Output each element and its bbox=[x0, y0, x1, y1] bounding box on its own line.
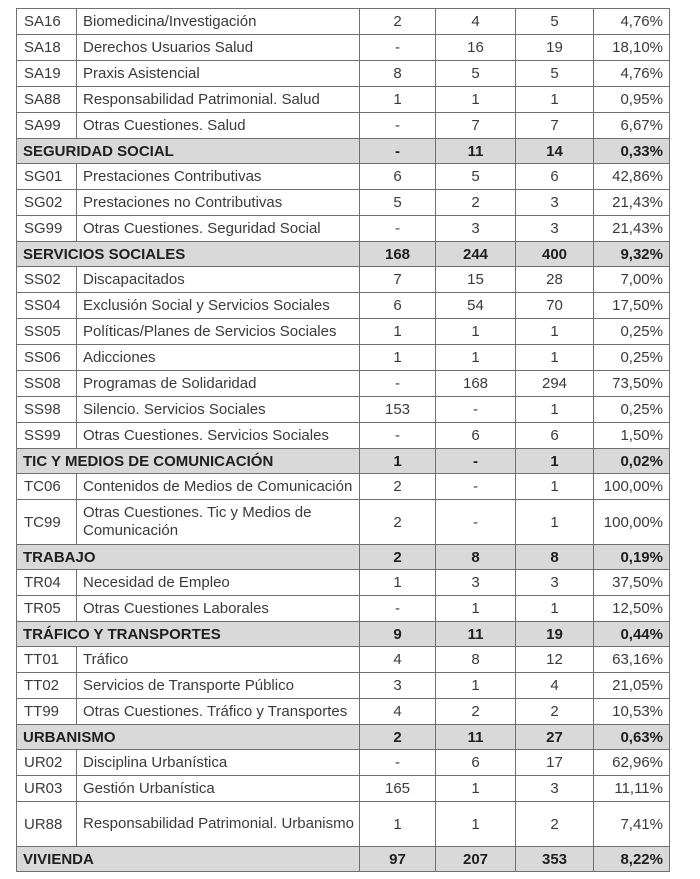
percentage-value: 0,63% bbox=[594, 725, 670, 750]
count-column-1: 2 bbox=[360, 545, 436, 570]
count-column-1: 2 bbox=[360, 9, 436, 35]
count-column-3: 8 bbox=[516, 545, 594, 570]
count-column-2: 168 bbox=[436, 371, 516, 397]
subcategory-code: SS05 bbox=[17, 319, 77, 345]
count-column-3: 6 bbox=[516, 164, 594, 190]
subcategory-code: SG01 bbox=[17, 164, 77, 190]
subcategory-code: TR05 bbox=[17, 596, 77, 622]
count-column-2: 244 bbox=[436, 242, 516, 267]
subcategory-description: Políticas/Planes de Servicios Sociales bbox=[77, 319, 360, 345]
count-column-1: 4 bbox=[360, 647, 436, 673]
subcategory-code: SS02 bbox=[17, 267, 77, 293]
count-column-3: 3 bbox=[516, 216, 594, 242]
count-column-2: - bbox=[436, 397, 516, 423]
subcategory-code: SA19 bbox=[17, 61, 77, 87]
count-column-1: 3 bbox=[360, 673, 436, 699]
count-column-3: 1 bbox=[516, 500, 594, 545]
category-row bbox=[17, 545, 670, 570]
subcategory-description: Otras Cuestiones. Salud bbox=[77, 113, 360, 139]
percentage-value: 21,43% bbox=[594, 216, 670, 242]
count-column-2: 16 bbox=[436, 35, 516, 61]
count-column-2: 1 bbox=[436, 673, 516, 699]
subcategory-row bbox=[17, 267, 670, 293]
count-column-1: 9 bbox=[360, 622, 436, 647]
count-column-3: 4 bbox=[516, 673, 594, 699]
subcategory-code: TC99 bbox=[17, 500, 77, 545]
count-column-1: 153 bbox=[360, 397, 436, 423]
count-column-2: 8 bbox=[436, 647, 516, 673]
percentage-value: 11,11% bbox=[594, 776, 670, 802]
percentage-value: 18,10% bbox=[594, 35, 670, 61]
count-column-2: - bbox=[436, 449, 516, 474]
count-column-3: 1 bbox=[516, 449, 594, 474]
count-column-2: - bbox=[436, 474, 516, 500]
subcategory-code: SS99 bbox=[17, 423, 77, 449]
count-column-3: 3 bbox=[516, 776, 594, 802]
complaints-statistics-table bbox=[16, 8, 670, 872]
count-column-1: 7 bbox=[360, 267, 436, 293]
table-body bbox=[17, 9, 670, 872]
count-column-1: 2 bbox=[360, 474, 436, 500]
subcategory-description: Programas de Solidaridad bbox=[77, 371, 360, 397]
subcategory-code: SS06 bbox=[17, 345, 77, 371]
subcategory-row bbox=[17, 61, 670, 87]
percentage-value: 100,00% bbox=[594, 500, 670, 545]
count-column-2: 1 bbox=[436, 776, 516, 802]
count-column-1: 6 bbox=[360, 164, 436, 190]
subcategory-code: TT02 bbox=[17, 673, 77, 699]
count-column-1: 1 bbox=[360, 345, 436, 371]
percentage-value: 7,00% bbox=[594, 267, 670, 293]
subcategory-code: SA88 bbox=[17, 87, 77, 113]
subcategory-description: Otras Cuestiones. Servicios Sociales bbox=[77, 423, 360, 449]
percentage-value: 100,00% bbox=[594, 474, 670, 500]
count-column-1: - bbox=[360, 113, 436, 139]
subcategory-code: SS04 bbox=[17, 293, 77, 319]
count-column-1: 1 bbox=[360, 87, 436, 113]
category-row bbox=[17, 622, 670, 647]
percentage-value: 0,25% bbox=[594, 319, 670, 345]
percentage-value: 8,22% bbox=[594, 847, 670, 872]
subcategory-row bbox=[17, 371, 670, 397]
subcategory-row bbox=[17, 87, 670, 113]
count-column-3: 70 bbox=[516, 293, 594, 319]
percentage-value: 4,76% bbox=[594, 61, 670, 87]
percentage-value: 0,19% bbox=[594, 545, 670, 570]
count-column-1: 168 bbox=[360, 242, 436, 267]
count-column-1: 4 bbox=[360, 699, 436, 725]
count-column-3: 5 bbox=[516, 61, 594, 87]
subcategory-code: SS98 bbox=[17, 397, 77, 423]
count-column-2: 6 bbox=[436, 750, 516, 776]
subcategory-code: UR03 bbox=[17, 776, 77, 802]
subcategory-row bbox=[17, 750, 670, 776]
subcategory-row bbox=[17, 345, 670, 371]
percentage-value: 10,53% bbox=[594, 699, 670, 725]
percentage-value: 0,33% bbox=[594, 139, 670, 164]
subcategory-description: Praxis Asistencial bbox=[77, 61, 360, 87]
count-column-3: 12 bbox=[516, 647, 594, 673]
percentage-value: 4,76% bbox=[594, 9, 670, 35]
subcategory-description: Responsabilidad Patrimonial. Salud bbox=[77, 87, 360, 113]
subcategory-row bbox=[17, 9, 670, 35]
subcategory-row bbox=[17, 35, 670, 61]
percentage-value: 21,43% bbox=[594, 190, 670, 216]
count-column-1: 6 bbox=[360, 293, 436, 319]
percentage-value: 0,25% bbox=[594, 345, 670, 371]
percentage-value: 62,96% bbox=[594, 750, 670, 776]
category-row bbox=[17, 242, 670, 267]
count-column-3: 1 bbox=[516, 87, 594, 113]
percentage-value: 9,32% bbox=[594, 242, 670, 267]
subcategory-description: Otras Cuestiones. Tic y Medios de Comunicación bbox=[77, 500, 360, 545]
count-column-1: 5 bbox=[360, 190, 436, 216]
subcategory-code: TC06 bbox=[17, 474, 77, 500]
percentage-value: 0,95% bbox=[594, 87, 670, 113]
percentage-value: 73,50% bbox=[594, 371, 670, 397]
count-column-1: 2 bbox=[360, 725, 436, 750]
subcategory-code: UR88 bbox=[17, 802, 77, 847]
subcategory-row bbox=[17, 216, 670, 242]
subcategory-row bbox=[17, 164, 670, 190]
count-column-3: 7 bbox=[516, 113, 594, 139]
subcategory-description: Adicciones bbox=[77, 345, 360, 371]
subcategory-row bbox=[17, 647, 670, 673]
count-column-1: - bbox=[360, 139, 436, 164]
count-column-2: 4 bbox=[436, 9, 516, 35]
subcategory-code: SG02 bbox=[17, 190, 77, 216]
count-column-1: 1 bbox=[360, 570, 436, 596]
count-column-2: 5 bbox=[436, 164, 516, 190]
category-name: TIC Y MEDIOS DE COMUNICACIÓN bbox=[17, 449, 360, 474]
percentage-value: 0,25% bbox=[594, 397, 670, 423]
count-column-2: 7 bbox=[436, 113, 516, 139]
subcategory-row bbox=[17, 699, 670, 725]
percentage-value: 12,50% bbox=[594, 596, 670, 622]
count-column-2: 15 bbox=[436, 267, 516, 293]
count-column-1: - bbox=[360, 371, 436, 397]
count-column-2: 5 bbox=[436, 61, 516, 87]
percentage-value: 17,50% bbox=[594, 293, 670, 319]
subcategory-description: Silencio. Servicios Sociales bbox=[77, 397, 360, 423]
count-column-3: 3 bbox=[516, 190, 594, 216]
subcategory-description: Otras Cuestiones. Seguridad Social bbox=[77, 216, 360, 242]
subcategory-description: Tráfico bbox=[77, 647, 360, 673]
count-column-2: 11 bbox=[436, 725, 516, 750]
subcategory-description: Disciplina Urbanística bbox=[77, 750, 360, 776]
count-column-3: 1 bbox=[516, 474, 594, 500]
subcategory-code: TT99 bbox=[17, 699, 77, 725]
percentage-value: 7,41% bbox=[594, 802, 670, 847]
count-column-3: 5 bbox=[516, 9, 594, 35]
count-column-2: 8 bbox=[436, 545, 516, 570]
subcategory-row bbox=[17, 673, 670, 699]
percentage-value: 6,67% bbox=[594, 113, 670, 139]
subcategory-code: SA18 bbox=[17, 35, 77, 61]
category-row bbox=[17, 449, 670, 474]
count-column-2: 1 bbox=[436, 596, 516, 622]
subcategory-row bbox=[17, 802, 670, 847]
subcategory-description: Otras Cuestiones Laborales bbox=[77, 596, 360, 622]
subcategory-row bbox=[17, 596, 670, 622]
subcategory-description: Gestión Urbanística bbox=[77, 776, 360, 802]
count-column-2: 11 bbox=[436, 139, 516, 164]
subcategory-code: SS08 bbox=[17, 371, 77, 397]
count-column-3: 2 bbox=[516, 699, 594, 725]
percentage-value: 21,05% bbox=[594, 673, 670, 699]
subcategory-row bbox=[17, 474, 670, 500]
count-column-3: 400 bbox=[516, 242, 594, 267]
count-column-3: 2 bbox=[516, 802, 594, 847]
percentage-value: 63,16% bbox=[594, 647, 670, 673]
count-column-3: 28 bbox=[516, 267, 594, 293]
subcategory-code: SA99 bbox=[17, 113, 77, 139]
count-column-1: 2 bbox=[360, 500, 436, 545]
subcategory-description: Biomedicina/Investigación bbox=[77, 9, 360, 35]
count-column-3: 27 bbox=[516, 725, 594, 750]
count-column-2: 11 bbox=[436, 622, 516, 647]
count-column-2: 54 bbox=[436, 293, 516, 319]
count-column-3: 353 bbox=[516, 847, 594, 872]
count-column-3: 19 bbox=[516, 35, 594, 61]
subcategory-row bbox=[17, 190, 670, 216]
category-name: TRÁFICO Y TRANSPORTES bbox=[17, 622, 360, 647]
count-column-3: 294 bbox=[516, 371, 594, 397]
count-column-2: 207 bbox=[436, 847, 516, 872]
statistics-table-container bbox=[16, 8, 670, 872]
count-column-3: 6 bbox=[516, 423, 594, 449]
subcategory-code: UR02 bbox=[17, 750, 77, 776]
subcategory-description: Necesidad de Empleo bbox=[77, 570, 360, 596]
subcategory-description: Prestaciones Contributivas bbox=[77, 164, 360, 190]
subcategory-description: Exclusión Social y Servicios Sociales bbox=[77, 293, 360, 319]
category-row bbox=[17, 847, 670, 872]
subcategory-code: TR04 bbox=[17, 570, 77, 596]
percentage-value: 1,50% bbox=[594, 423, 670, 449]
subcategory-description: Contenidos de Medios de Comunicación bbox=[77, 474, 360, 500]
category-row bbox=[17, 725, 670, 750]
percentage-value: 0,44% bbox=[594, 622, 670, 647]
count-column-2: 1 bbox=[436, 87, 516, 113]
count-column-2: 1 bbox=[436, 802, 516, 847]
count-column-1: 97 bbox=[360, 847, 436, 872]
percentage-value: 0,02% bbox=[594, 449, 670, 474]
count-column-3: 17 bbox=[516, 750, 594, 776]
subcategory-description: Prestaciones no Contributivas bbox=[77, 190, 360, 216]
subcategory-description: Derechos Usuarios Salud bbox=[77, 35, 360, 61]
category-name: TRABAJO bbox=[17, 545, 360, 570]
count-column-1: 165 bbox=[360, 776, 436, 802]
category-row bbox=[17, 139, 670, 164]
count-column-3: 19 bbox=[516, 622, 594, 647]
subcategory-row bbox=[17, 570, 670, 596]
count-column-2: 2 bbox=[436, 190, 516, 216]
count-column-1: - bbox=[360, 596, 436, 622]
count-column-1: - bbox=[360, 35, 436, 61]
count-column-3: 3 bbox=[516, 570, 594, 596]
percentage-value: 42,86% bbox=[594, 164, 670, 190]
subcategory-row bbox=[17, 113, 670, 139]
count-column-1: - bbox=[360, 750, 436, 776]
count-column-2: 1 bbox=[436, 345, 516, 371]
count-column-1: 1 bbox=[360, 319, 436, 345]
count-column-2: - bbox=[436, 500, 516, 545]
subcategory-row bbox=[17, 319, 670, 345]
count-column-3: 1 bbox=[516, 345, 594, 371]
count-column-3: 1 bbox=[516, 397, 594, 423]
subcategory-row bbox=[17, 293, 670, 319]
subcategory-description: Responsabilidad Patrimonial. Urbanismo bbox=[77, 802, 360, 847]
subcategory-code: TT01 bbox=[17, 647, 77, 673]
count-column-1: 8 bbox=[360, 61, 436, 87]
subcategory-row bbox=[17, 423, 670, 449]
count-column-2: 6 bbox=[436, 423, 516, 449]
count-column-3: 14 bbox=[516, 139, 594, 164]
count-column-1: - bbox=[360, 216, 436, 242]
subcategory-description: Otras Cuestiones. Tráfico y Transportes bbox=[77, 699, 360, 725]
subcategory-row bbox=[17, 500, 670, 545]
count-column-1: 1 bbox=[360, 802, 436, 847]
percentage-value: 37,50% bbox=[594, 570, 670, 596]
subcategory-code: SA16 bbox=[17, 9, 77, 35]
subcategory-code: SG99 bbox=[17, 216, 77, 242]
category-name: SEGURIDAD SOCIAL bbox=[17, 139, 360, 164]
count-column-2: 1 bbox=[436, 319, 516, 345]
subcategory-row bbox=[17, 776, 670, 802]
count-column-1: - bbox=[360, 423, 436, 449]
category-name: URBANISMO bbox=[17, 725, 360, 750]
count-column-3: 1 bbox=[516, 319, 594, 345]
count-column-2: 2 bbox=[436, 699, 516, 725]
subcategory-description: Servicios de Transporte Público bbox=[77, 673, 360, 699]
category-name: VIVIENDA bbox=[17, 847, 360, 872]
category-name: SERVICIOS SOCIALES bbox=[17, 242, 360, 267]
subcategory-description: Discapacitados bbox=[77, 267, 360, 293]
count-column-3: 1 bbox=[516, 596, 594, 622]
subcategory-row bbox=[17, 397, 670, 423]
count-column-2: 3 bbox=[436, 216, 516, 242]
count-column-1: 1 bbox=[360, 449, 436, 474]
count-column-2: 3 bbox=[436, 570, 516, 596]
